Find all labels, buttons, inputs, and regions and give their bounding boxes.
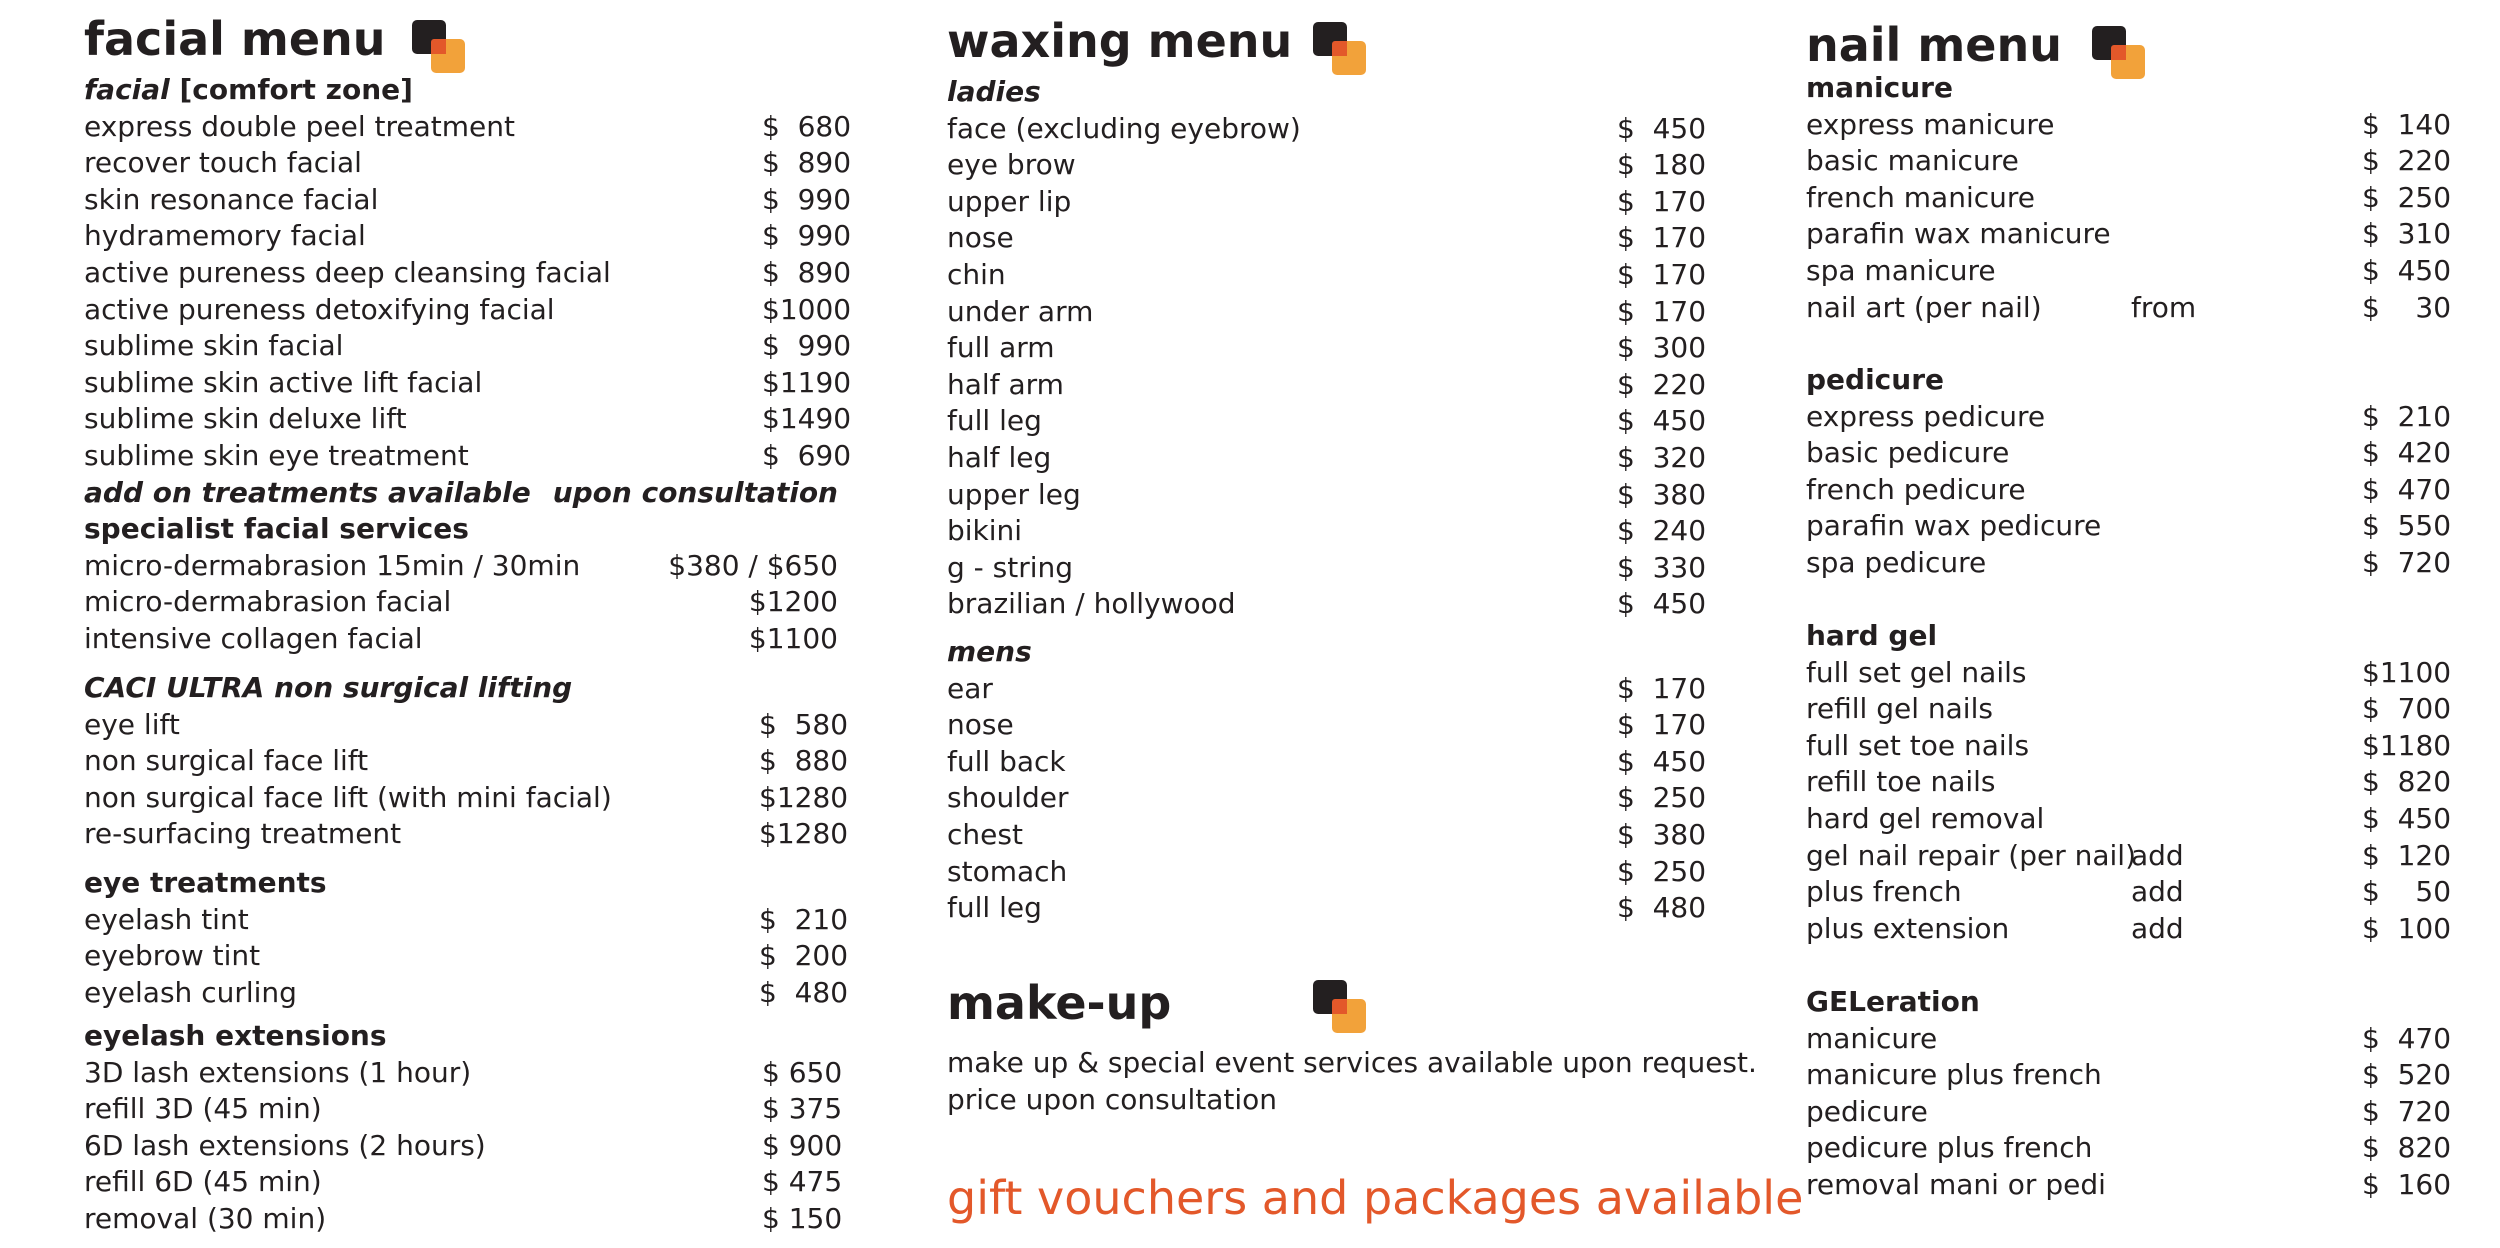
item-name: parafin wax manicure (1806, 217, 2111, 251)
item-price: $ 450 (2362, 801, 2452, 835)
item-price: $ 890 (762, 146, 852, 180)
menu-item (84, 182, 852, 219)
item-name: basic manicure (1806, 144, 2019, 178)
menu-item (84, 438, 852, 475)
eye-treatments-section (84, 865, 849, 1011)
item-price: $ 990 (762, 219, 852, 253)
item-name: recover touch facial (84, 146, 362, 180)
item-price: $ 450 (1617, 744, 1707, 778)
item-name: removal mani or pedi (1806, 1167, 2106, 1201)
item-price: $ 450 (1617, 587, 1707, 621)
menu-item (84, 401, 852, 438)
item-name: ear (947, 671, 993, 705)
item-name: active pureness detoxifying facial (84, 292, 555, 326)
item-name: express manicure (1806, 107, 2055, 141)
item-price: $ 820 (2362, 765, 2452, 799)
item-price: $ 300 (1617, 331, 1707, 365)
logo-icon (1313, 22, 1369, 78)
item-name: full set toe nails (1806, 728, 2030, 762)
item-price: $ 700 (2362, 692, 2452, 726)
menu-item (947, 817, 1707, 854)
menu-item (84, 1055, 843, 1092)
item-price: $ 160 (2362, 1167, 2452, 1201)
menu-item (84, 707, 849, 744)
item-name: upper leg (947, 477, 1081, 511)
item-price: $ 250 (1617, 854, 1707, 888)
menu-item (1806, 1130, 2452, 1167)
menu-item (84, 365, 852, 402)
item-price: $ 310 (2362, 217, 2452, 251)
item-price: $ 880 (759, 744, 849, 778)
item-name: half leg (947, 440, 1052, 474)
comfort-zone-heading: facial [comfort zone] (84, 73, 413, 106)
menu-item (947, 586, 1707, 623)
item-price: $ 480 (759, 975, 849, 1009)
item-price: $ 170 (1617, 671, 1707, 705)
item-name: under arm (947, 294, 1094, 328)
item-price: $ 990 (762, 329, 852, 363)
item-name: micro-dermabrasion facial (84, 585, 452, 619)
item-price: $1190 (762, 365, 852, 399)
item-price: $380 / $650 (668, 548, 838, 582)
item-name: full leg (947, 891, 1042, 925)
item-name: pedicure plus french (1806, 1131, 2093, 1165)
item-price: $ 450 (2362, 253, 2452, 287)
item-name: non surgical face lift (with mini facial) (84, 780, 612, 814)
item-name: manicure (1806, 1021, 1938, 1055)
menu-item (1806, 728, 2452, 765)
item-price: $ 720 (2362, 545, 2452, 579)
item-price: $ 380 (1617, 817, 1707, 851)
item-name: refill gel nails (1806, 692, 1993, 726)
item-name: removal (30 min) (84, 1201, 327, 1235)
item-name: g - string (947, 550, 1074, 584)
item-price: $ 470 (2362, 1021, 2452, 1055)
item-name: intensive collagen facial (84, 621, 423, 655)
item-name: refill 3D (45 min) (84, 1092, 322, 1126)
item-price: $ 990 (762, 182, 852, 216)
item-name: spa manicure (1806, 253, 1996, 287)
menu-item (84, 218, 852, 255)
item-name: brazilian / hollywood (947, 587, 1236, 621)
item-price: $ 170 (1617, 708, 1707, 742)
item-price: $1490 (762, 402, 852, 436)
item-price: $ 100 (2362, 911, 2452, 945)
item-name: eyebrow tint (84, 939, 261, 973)
geleration-section (1806, 984, 2452, 1204)
ladies-heading: ladies (947, 75, 1041, 108)
specialist-heading: specialist facial services (84, 512, 469, 546)
item-price: $ 140 (2362, 107, 2452, 141)
eyelash-extensions-section (84, 1018, 843, 1238)
item-name: hydramemory facial (84, 219, 366, 253)
item-price: $1280 (759, 817, 849, 851)
menu-item (1806, 1167, 2452, 1204)
menu-item (1806, 655, 2452, 692)
makeup-description (947, 1044, 1757, 1118)
menu-item (947, 854, 1707, 891)
item-price: $ 170 (1617, 221, 1707, 255)
menu-item (84, 145, 852, 182)
menu-item (947, 440, 1707, 477)
item-price: $1180 (2362, 728, 2452, 762)
menu-item (947, 257, 1707, 294)
menu-item (947, 671, 1707, 708)
menu-item (1806, 801, 2452, 838)
item-price: $ 250 (2362, 180, 2452, 214)
menu-item (1806, 216, 2452, 253)
menu-item (1806, 1057, 2452, 1094)
item-price: $ 470 (2362, 472, 2452, 506)
item-price: $ 250 (1617, 781, 1707, 815)
menu-item (1806, 1094, 2452, 1131)
item-name: skin resonance facial (84, 182, 379, 216)
item-note: add (2131, 838, 2184, 872)
menu-item (84, 328, 852, 365)
item-name: french manicure (1806, 180, 2035, 214)
item-price: $ 200 (759, 939, 849, 973)
item-price: $ 900 (762, 1128, 843, 1162)
menu-item (84, 621, 838, 658)
menu-item (84, 292, 852, 329)
menu-item (1806, 253, 2452, 290)
menu-item (947, 111, 1707, 148)
menu-item (947, 367, 1707, 404)
menu-item (947, 744, 1707, 781)
menu-item (1806, 290, 2452, 327)
item-name: nose (947, 708, 1014, 742)
item-note: from (2131, 290, 2197, 324)
makeup-title: make-up (947, 976, 1172, 1030)
item-price: $ 520 (2362, 1058, 2452, 1092)
mens-section (947, 634, 1707, 927)
menu-item (947, 890, 1707, 927)
addon-label: add on treatments available (84, 475, 531, 509)
menu-item (84, 902, 849, 939)
item-name: eye brow (947, 148, 1076, 182)
item-name: bikini (947, 514, 1023, 548)
facial-menu-title: facial menu (84, 12, 386, 66)
item-price: $1200 (748, 585, 838, 619)
item-name: micro-dermabrasion 15min / 30min (84, 548, 581, 582)
item-price: $ 890 (762, 255, 852, 289)
item-price: $1000 (762, 292, 852, 326)
item-price: $ 380 (1617, 477, 1707, 511)
item-price: $ 650 (762, 1055, 843, 1089)
item-price: $1280 (759, 780, 849, 814)
comfort-zone-section (84, 72, 852, 658)
pedicure-section (1806, 362, 2452, 582)
menu-item (947, 513, 1707, 550)
addon-note: upon consultation (552, 475, 838, 509)
item-price: $1100 (748, 621, 838, 655)
menu-item (947, 403, 1707, 440)
item-name: parafin wax pedicure (1806, 509, 2102, 543)
item-name: active pureness deep cleansing facial (84, 255, 611, 289)
item-name: chin (947, 257, 1006, 291)
pedicure-heading: pedicure (1806, 363, 1945, 396)
item-name: nose (947, 221, 1014, 255)
item-price: $ 320 (1617, 440, 1707, 474)
item-name: hard gel removal (1806, 801, 2045, 835)
menu-item (1806, 180, 2452, 217)
item-price: $ 820 (2362, 1131, 2452, 1165)
item-price: $ 50 (2362, 875, 2452, 909)
item-name: sublime skin facial (84, 329, 344, 363)
menu-item (1806, 472, 2452, 509)
menu-item (947, 147, 1707, 184)
item-price: $ 330 (1617, 550, 1707, 584)
item-name: french pedicure (1806, 472, 2026, 506)
item-name: express pedicure (1806, 399, 2046, 433)
item-name: 6D lash extensions (2 hours) (84, 1128, 486, 1162)
item-name: re-surfacing treatment (84, 817, 402, 851)
item-price: $ 180 (1617, 148, 1707, 182)
item-price: $ 680 (762, 109, 852, 143)
item-name: non surgical face lift (84, 744, 369, 778)
item-price: $ 150 (762, 1201, 843, 1235)
menu-item (84, 1164, 843, 1201)
item-name: manicure plus french (1806, 1058, 2102, 1092)
item-name: full arm (947, 331, 1055, 365)
item-name: full set gel nails (1806, 655, 2027, 689)
item-price: $ 170 (1617, 257, 1707, 291)
item-name: plus extension (1806, 911, 2010, 945)
item-name: sublime skin deluxe lift (84, 402, 407, 436)
menu-item (84, 816, 849, 853)
item-price: $ 450 (1617, 404, 1707, 438)
menu-item (947, 477, 1707, 514)
menu-item (84, 975, 849, 1012)
item-name: full leg (947, 404, 1042, 438)
item-price: $ 690 (762, 438, 852, 472)
eyelash-extensions-heading: eyelash extensions (84, 1019, 387, 1052)
eye-treatments-heading: eye treatments (84, 866, 327, 899)
menu-item (84, 938, 849, 975)
item-name: shoulder (947, 781, 1069, 815)
hard-gel-section (1806, 618, 2452, 947)
item-name: refill 6D (45 min) (84, 1165, 322, 1199)
menu-item (1806, 1021, 2452, 1058)
menu-item (1806, 508, 2452, 545)
item-price: $1100 (2362, 655, 2452, 689)
makeup-line-2: price upon consultation (947, 1083, 1278, 1116)
menu-item (84, 584, 838, 621)
item-price: $ 220 (1617, 367, 1707, 401)
menu-item (947, 220, 1707, 257)
item-price: $ 210 (2362, 399, 2452, 433)
item-name: face (excluding eyebrow) (947, 111, 1301, 145)
menu-item (1806, 399, 2452, 436)
item-note: add (2131, 911, 2184, 945)
item-name: eyelash tint (84, 902, 249, 936)
item-name: pedicure (1806, 1094, 1928, 1128)
item-price: $ 375 (762, 1092, 843, 1126)
menu-item (1806, 838, 2452, 875)
logo-icon (412, 20, 468, 76)
item-price: $ 120 (2362, 838, 2452, 872)
menu-item (84, 780, 849, 817)
menu-item (947, 707, 1707, 744)
item-name: sublime skin active lift facial (84, 365, 483, 399)
menu-item (84, 1201, 843, 1238)
addon-row (84, 475, 838, 512)
menu-item (84, 109, 852, 146)
menu-item (1806, 691, 2452, 728)
item-name: spa pedicure (1806, 545, 1987, 579)
item-price: $ 580 (759, 707, 849, 741)
item-price: $ 30 (2362, 290, 2452, 324)
hard-gel-heading: hard gel (1806, 619, 1938, 652)
item-name: plus french (1806, 875, 1962, 909)
manicure-heading: manicure (1806, 71, 1953, 104)
menu-item (947, 780, 1707, 817)
item-price: $ 170 (1617, 184, 1707, 218)
menu-item (947, 184, 1707, 221)
menu-item (1806, 143, 2452, 180)
menu-item (947, 330, 1707, 367)
item-price: $ 720 (2362, 1094, 2452, 1128)
menu-item (1806, 874, 2452, 911)
item-price: $ 475 (762, 1165, 843, 1199)
item-name: gel nail repair (per nail) (1806, 838, 2137, 872)
gift-vouchers-banner: gift vouchers and packages available (947, 1171, 1804, 1225)
item-price: $ 450 (1617, 111, 1707, 145)
item-name: full back (947, 744, 1066, 778)
mens-heading: mens (947, 635, 1032, 668)
menu-item (1806, 545, 2452, 582)
geleration-heading: GELeration (1806, 985, 1980, 1018)
menu-item (84, 255, 852, 292)
item-name: express double peel treatment (84, 109, 515, 143)
item-price: $ 240 (1617, 514, 1707, 548)
item-name: sublime skin eye treatment (84, 438, 469, 472)
waxing-menu-title: waxing menu (947, 14, 1293, 68)
item-name: basic pedicure (1806, 436, 2010, 470)
item-price: $ 220 (2362, 144, 2452, 178)
item-price: $ 550 (2362, 509, 2452, 543)
menu-item (84, 743, 849, 780)
item-name: upper lip (947, 184, 1072, 218)
menu-item (84, 1091, 843, 1128)
menu-item (1806, 107, 2452, 144)
menu-item (1806, 435, 2452, 472)
manicure-section (1806, 70, 2452, 326)
item-name: chest (947, 817, 1023, 851)
item-price: $ 210 (759, 902, 849, 936)
item-name: stomach (947, 854, 1068, 888)
item-price: $ 420 (2362, 436, 2452, 470)
menu-item (1806, 764, 2452, 801)
menu-item (84, 548, 838, 585)
caci-section (84, 670, 849, 853)
makeup-line-1: make up & special event services available upon request. (947, 1046, 1757, 1079)
nail-menu-title: nail menu (1806, 18, 2062, 72)
item-price: $ 170 (1617, 294, 1707, 328)
ladies-section (947, 74, 1707, 623)
logo-icon (1313, 980, 1369, 1036)
menu-item (947, 294, 1707, 331)
item-name: eye lift (84, 707, 180, 741)
menu-item (947, 550, 1707, 587)
item-note: add (2131, 875, 2184, 909)
item-name: nail art (per nail) (1806, 290, 2042, 324)
menu-item (84, 1128, 843, 1165)
item-name: 3D lash extensions (1 hour) (84, 1055, 472, 1089)
item-price: $ 480 (1617, 891, 1707, 925)
item-name: refill toe nails (1806, 765, 1996, 799)
item-name: half arm (947, 367, 1064, 401)
caci-heading: CACI ULTRA non surgical lifting (84, 671, 573, 704)
item-name: eyelash curling (84, 975, 297, 1009)
menu-item (1806, 911, 2452, 948)
